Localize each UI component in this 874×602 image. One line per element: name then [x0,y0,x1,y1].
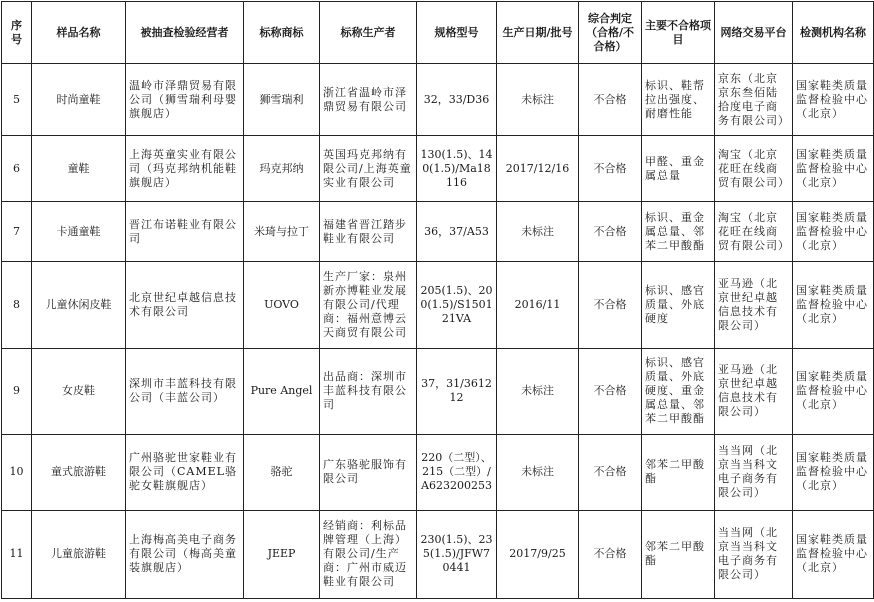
header-lab: 检测机构名称 [793,2,874,64]
table-row [2,136,874,202]
cell-failed-items: 邻苯二甲酸酯 [642,434,715,510]
cell-production-date: 未标注 [497,434,579,510]
cell-production-date: 未标注 [497,202,579,262]
cell-manufacturer: 出品商：深圳市丰蓝科技有限公司 [320,348,417,434]
cell-brand: 玛克邦纳 [244,136,320,202]
cell-sample-name: 儿童旅游鞋 [32,510,126,598]
cell-seller: 深圳市丰蓝科技有限公司（丰蓝公司） [126,348,244,434]
cell-sample-name: 时尚童鞋 [32,64,126,136]
cell-seller: 晋江布诺鞋业有限公司 [126,202,244,262]
cell-no: 10 [2,434,32,510]
cell-platform: 亚马逊（北京世纪卓越信息技术有限公司） [715,348,793,434]
cell-platform: 当当网（北京当当科文电子商务有限公司） [715,434,793,510]
cell-manufacturer: 生产厂家：泉州新亦博鞋业发展有限公司/代理商：福州意博云天商贸有限公司 [320,262,417,348]
cell-platform: 淘宝（北京花旺在线商贸有限公司） [715,136,793,202]
cell-no: 11 [2,510,32,598]
cell-brand: 骆驼 [244,434,320,510]
cell-production-date: 未标注 [497,64,579,136]
cell-platform: 当当网（北京当当科文电子商务有限公司） [715,510,793,598]
cell-manufacturer: 广东骆驼服饰有限公司 [320,434,417,510]
cell-verdict: 不合格 [579,348,642,434]
cell-model: 36，37/A53 [417,202,497,262]
table-row [2,348,874,434]
cell-model: 230(1.5)、235(1.5)/JFW70441 [417,510,497,598]
cell-failed-items: 标识、重金属总量、邻苯二甲酸酯 [642,202,715,262]
header-platform: 网络交易平台 [715,2,793,64]
cell-model: 37，31/361212 [417,348,497,434]
cell-no: 8 [2,262,32,348]
header-failed-items: 主要不合格项目 [642,2,715,64]
inspection-results-table [1,1,874,599]
table-row [2,262,874,348]
cell-platform: 亚马逊（北京世纪卓越信息技术有限公司） [715,262,793,348]
header-no: 序号 [2,2,32,64]
table-row [2,64,874,136]
cell-sample-name: 女皮鞋 [32,348,126,434]
cell-sample-name: 童式旅游鞋 [32,434,126,510]
cell-failed-items: 标识、鞋帮拉出强度、耐磨性能 [642,64,715,136]
cell-brand: 狮雪瑞利 [244,64,320,136]
cell-production-date: 2017/12/16 [497,136,579,202]
cell-seller: 北京世纪卓越信息技术有限公司 [126,262,244,348]
cell-failed-items: 标识、感官质量、外底硬度、重金属总量、邻苯二甲酸酯 [642,348,715,434]
cell-lab: 国家鞋类质量监督检验中心（北京） [793,64,874,136]
cell-no: 7 [2,202,32,262]
cell-production-date: 2016/11 [497,262,579,348]
cell-model: 130(1.5)、140(1.5)/Ma18116 [417,136,497,202]
cell-verdict: 不合格 [579,64,642,136]
cell-no: 6 [2,136,32,202]
cell-lab: 国家鞋类质量监督检验中心（北京） [793,202,874,262]
cell-manufacturer: 浙江省温岭市泽鼎贸易有限公司 [320,64,417,136]
cell-model: 220（二型）、215（二型）/A623200253 [417,434,497,510]
cell-lab: 国家鞋类质量监督检验中心（北京） [793,510,874,598]
cell-failed-items: 甲醛、重金属总量 [642,136,715,202]
cell-seller: 温岭市泽鼎贸易有限公司（狮雪瑞利母婴旗舰店） [126,64,244,136]
cell-brand: UOVO [244,262,320,348]
cell-lab: 国家鞋类质量监督检验中心（北京） [793,348,874,434]
cell-seller: 广州骆驼世家鞋业有限公司（CAMEL骆驼女鞋旗舰店） [126,434,244,510]
table-row [2,202,874,262]
header-seller: 被抽查检验经营者 [126,2,244,64]
cell-failed-items: 邻苯二甲酸酯 [642,510,715,598]
cell-platform: 淘宝（北京花旺在线商贸有限公司） [715,202,793,262]
cell-verdict: 不合格 [579,136,642,202]
header-production-date: 生产日期/批号 [497,2,579,64]
cell-brand: 米琦与拉丁 [244,202,320,262]
table-row [2,510,874,598]
cell-verdict: 不合格 [579,434,642,510]
cell-manufacturer: 经销商：利标品牌管理（上海）有限公司/生产商：广州市威迈鞋业有限公司 [320,510,417,598]
cell-manufacturer: 福建省晋江踏步鞋业有限公司 [320,202,417,262]
header-model: 规格型号 [417,2,497,64]
header-row [2,2,874,64]
cell-no: 9 [2,348,32,434]
cell-platform: 京东（北京京东叁佰陆拾度电子商务有限公司） [715,64,793,136]
table-row [2,434,874,510]
cell-seller: 上海英童实业有限公司（玛克邦纳机能鞋旗舰店） [126,136,244,202]
cell-verdict: 不合格 [579,202,642,262]
cell-lab: 国家鞋类质量监督检验中心（北京） [793,434,874,510]
cell-brand: Pure Angel [244,348,320,434]
cell-lab: 国家鞋类质量监督检验中心（北京） [793,136,874,202]
header-verdict: 综合判定（合格/不合格） [579,2,642,64]
cell-failed-items: 标识、感官质量、外底硬度 [642,262,715,348]
cell-lab: 国家鞋类质量监督检验中心（北京） [793,262,874,348]
cell-sample-name: 儿童休闲皮鞋 [32,262,126,348]
header-sample-name: 样品名称 [32,2,126,64]
cell-sample-name: 卡通童鞋 [32,202,126,262]
cell-seller: 上海梅高美电子商务有限公司（梅高美童装旗舰店） [126,510,244,598]
header-manufacturer: 标称生产者 [320,2,417,64]
cell-model: 32，33/D36 [417,64,497,136]
cell-no: 5 [2,64,32,136]
cell-verdict: 不合格 [579,510,642,598]
cell-brand: JEEP [244,510,320,598]
cell-production-date: 2017/9/25 [497,510,579,598]
cell-model: 205(1.5)、200(1.5)/S150121VA [417,262,497,348]
cell-sample-name: 童鞋 [32,136,126,202]
header-brand: 标称商标 [244,2,320,64]
cell-manufacturer: 英国玛克邦纳有限公司/上海英童实业有限公司 [320,136,417,202]
cell-verdict: 不合格 [579,262,642,348]
cell-production-date: 未标注 [497,348,579,434]
